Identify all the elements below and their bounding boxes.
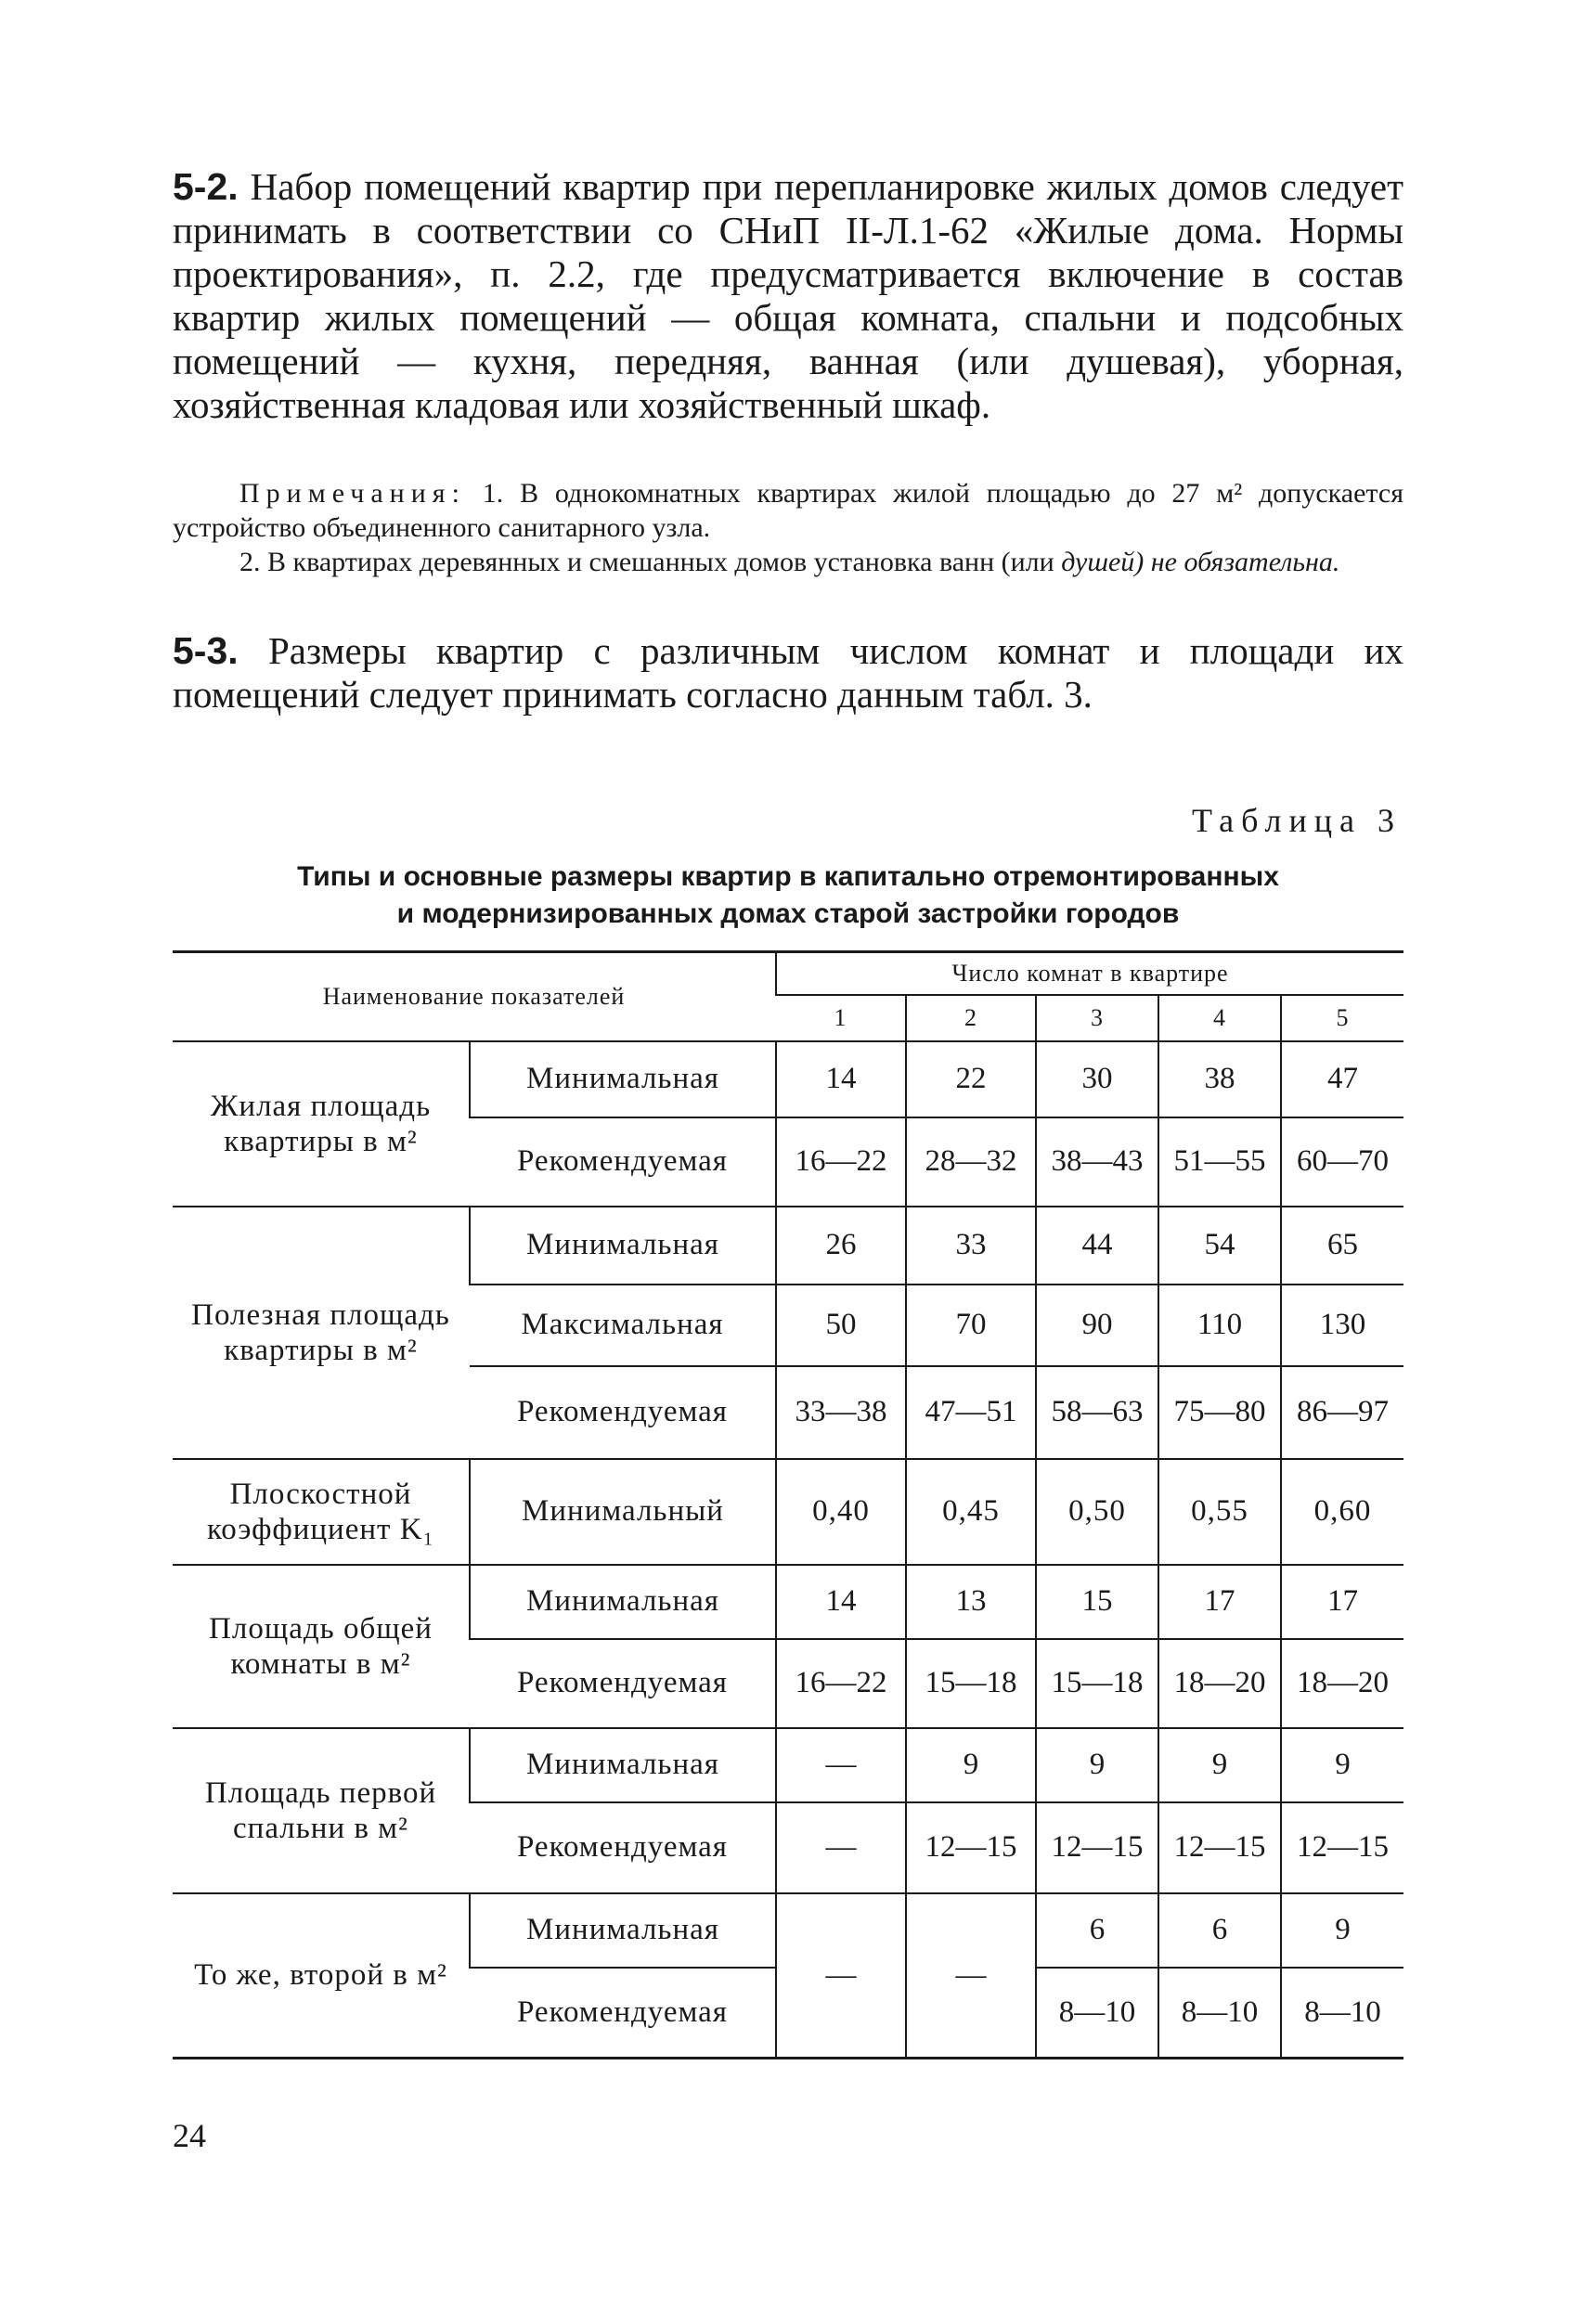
- table-cell: 47—51: [906, 1366, 1036, 1459]
- row-type: Рекомендуемая: [470, 1366, 776, 1459]
- table-cell: 14: [776, 1041, 906, 1117]
- paragraph-5-2: [173, 165, 1403, 427]
- table-title-line-1: Типы и основные размеры квартир в капитально отремонтированных: [297, 861, 1279, 892]
- note-2-start: 2. В квартирах деревянных и смешанных домов установка ванн (или: [239, 547, 1054, 577]
- table-cell: 6: [1158, 1893, 1281, 1968]
- room-number: 1: [776, 995, 906, 1041]
- table-cell: 58—63: [1036, 1366, 1158, 1459]
- paragraph-number: 5-2.: [173, 165, 239, 208]
- table-header-row: [173, 952, 1403, 995]
- room-number: 5: [1281, 995, 1403, 1041]
- row-type: Минимальная: [470, 1041, 776, 1117]
- table-cell: 9: [1036, 1728, 1158, 1802]
- table-row: [173, 1207, 1403, 1285]
- table-cell: —: [906, 1893, 1036, 2059]
- paragraph-text: Размеры квартир с различным числом комнат и площади их помещений следует принимать согласно данным табл. 3.: [173, 629, 1404, 716]
- table-cell: 16—22: [776, 1639, 906, 1728]
- table-cell: 44: [1036, 1207, 1158, 1285]
- table-cell: —: [776, 1802, 906, 1893]
- table-cell: 0,40: [776, 1459, 906, 1565]
- row-type: Минимальная: [470, 1728, 776, 1802]
- table-cell: 33: [906, 1207, 1036, 1285]
- table-cell: 12—15: [1036, 1802, 1158, 1893]
- table-cell: 12—15: [1281, 1802, 1403, 1893]
- table-row: [173, 1459, 1403, 1565]
- note-1: 1. В однокомнатных квартирах жилой площадью до 27 м² допускается устройство объединенного санитарного узла.: [173, 478, 1404, 543]
- table-cell: 16—22: [776, 1117, 906, 1207]
- table-cell: 8—10: [1158, 1968, 1281, 2059]
- row-type: Минимальная: [470, 1565, 776, 1639]
- table-cell: 13: [906, 1565, 1036, 1639]
- table-cell: 9: [906, 1728, 1036, 1802]
- row-type: Рекомендуемая: [470, 1802, 776, 1893]
- row-type: Рекомендуемая: [470, 1117, 776, 1207]
- table-cell: 47: [1281, 1041, 1403, 1117]
- table-cell: 0,50: [1036, 1459, 1158, 1565]
- table-cell: 26: [776, 1207, 906, 1285]
- table-cell: —: [776, 1893, 906, 2059]
- table-cell: 0,45: [906, 1459, 1036, 1565]
- table-cell: 18—20: [1158, 1639, 1281, 1728]
- table-cell: 9: [1158, 1728, 1281, 1802]
- table-title-line-2: и модернизированных домах старой застройки городов: [396, 898, 1180, 929]
- table-cell: 70: [906, 1285, 1036, 1366]
- row-type: Минимальная: [470, 1893, 776, 1968]
- table-cell: 75—80: [1158, 1366, 1281, 1459]
- table-cell: 33—38: [776, 1366, 906, 1459]
- table-cell: 6: [1036, 1893, 1158, 1968]
- table-cell: 130: [1281, 1285, 1403, 1366]
- notes-label: Примечания:: [239, 478, 466, 509]
- table-row: [173, 1041, 1403, 1117]
- group-label: Площадь первой спальни в м²: [173, 1728, 470, 1893]
- paragraph-number: 5-3.: [173, 629, 239, 672]
- header-name: Наименование показателей: [173, 952, 776, 1041]
- table-cell: 38: [1158, 1041, 1281, 1117]
- apartment-sizes-table: [173, 950, 1403, 2059]
- table-cell: 15: [1036, 1565, 1158, 1639]
- table-cell: 54: [1158, 1207, 1281, 1285]
- table-row: [173, 1893, 1403, 1968]
- table-cell: 60—70: [1281, 1117, 1403, 1207]
- table-cell: 65: [1281, 1207, 1403, 1285]
- table-cell: 110: [1158, 1285, 1281, 1366]
- group-label: Площадь общей комнаты в м²: [173, 1565, 470, 1728]
- room-number: 3: [1036, 995, 1158, 1041]
- table-cell: 12—15: [1158, 1802, 1281, 1893]
- notes-block: [173, 476, 1403, 579]
- row-type: Рекомендуемая: [470, 1639, 776, 1728]
- row-type: Максимальная: [470, 1285, 776, 1366]
- table-cell: 12—15: [906, 1802, 1036, 1893]
- table-cell: 50: [776, 1285, 906, 1366]
- group-label: Полезная площадь квартиры в м²: [173, 1207, 470, 1459]
- table-cell: —: [776, 1728, 906, 1802]
- paragraph-5-3: [173, 629, 1403, 717]
- group-label: То же, второй в м²: [194, 1958, 447, 1993]
- room-number: 2: [906, 995, 1036, 1041]
- page-number: 24: [173, 2117, 206, 2154]
- table-cell: 28—32: [906, 1117, 1036, 1207]
- group-label: Жилая площадь квартиры в м²: [173, 1041, 470, 1207]
- table-cell: 9: [1281, 1728, 1403, 1802]
- header-rooms: Число комнат в квартире: [776, 952, 1403, 995]
- group-label: Плоскостной коэффициент K₁: [173, 1459, 470, 1565]
- table-cell: 17: [1281, 1565, 1403, 1639]
- table-cell: 30: [1036, 1041, 1158, 1117]
- table-cell: 18—20: [1281, 1639, 1403, 1728]
- table-cell: 15—18: [906, 1639, 1036, 1728]
- table-cell: 8—10: [1036, 1968, 1158, 2059]
- row-type: Рекомендуемая: [470, 1968, 776, 2059]
- table-row: [173, 1565, 1403, 1639]
- table-cell: 0,55: [1158, 1459, 1281, 1565]
- table-cell: 8—10: [1281, 1968, 1403, 2059]
- table-cell: 38—43: [1036, 1117, 1158, 1207]
- table-cell: 17: [1158, 1565, 1281, 1639]
- paragraph-text: Набор помещений квартир при перепланировке жилых домов следует принимать в соответствии со СНиП II-Л.1-62 «Жилые дома. Нормы проектирования», п. 2.2, где предусматривается включение в состав квартир жилых помещений — общая комната, спальни и подсобных помещений — кухня, передняя, ванная (или душевая), уборная, хозяйственная кладовая или хозяйственный шкаф.: [173, 165, 1403, 426]
- table-cell: 15—18: [1036, 1639, 1158, 1728]
- table-cell: 0,60: [1281, 1459, 1403, 1565]
- table-cell: 51—55: [1158, 1117, 1281, 1207]
- table-row: [173, 1728, 1403, 1802]
- table-cell: 86—97: [1281, 1366, 1403, 1459]
- table-caption: Таблица 3: [1192, 802, 1402, 839]
- table-cell: 90: [1036, 1285, 1158, 1366]
- table-cell: 9: [1281, 1893, 1403, 1968]
- table-cell: 14: [776, 1565, 906, 1639]
- row-type: Минимальная: [470, 1207, 776, 1285]
- table-cell: 22: [906, 1041, 1036, 1117]
- row-type: Минимальный: [470, 1459, 776, 1565]
- room-number: 4: [1158, 995, 1281, 1041]
- note-2-end: душей) не обязательна.: [1061, 547, 1340, 577]
- table-title: [173, 859, 1403, 933]
